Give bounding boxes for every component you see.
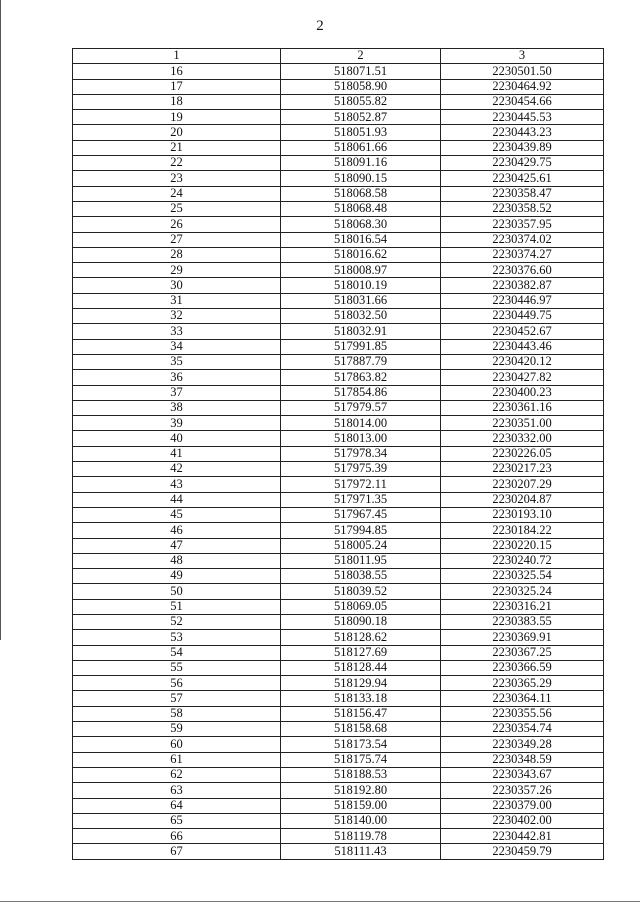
y-coordinate-cell: 2230332.00 [441,431,604,446]
point-number-cell: 62 [73,767,281,782]
point-number-cell: 67 [73,844,281,859]
point-number-cell: 52 [73,614,281,629]
point-number-cell: 16 [73,64,281,79]
table-row [73,217,604,232]
x-coordinate-cell: 518133.18 [281,691,441,706]
point-number-cell: 39 [73,416,281,431]
table-row [73,614,604,629]
x-coordinate-cell: 518175.74 [281,752,441,767]
y-coordinate-cell: 2230439.89 [441,140,604,155]
x-coordinate-cell: 518005.24 [281,538,441,553]
table-row [73,247,604,262]
column-header: 1 [73,49,281,64]
table-row [73,630,604,645]
point-number-cell: 42 [73,462,281,477]
y-coordinate-cell: 2230364.11 [441,691,604,706]
table-row [73,737,604,752]
table-row [73,584,604,599]
y-coordinate-cell: 2230449.75 [441,309,604,324]
column-header: 2 [281,49,441,64]
point-number-cell: 48 [73,553,281,568]
y-coordinate-cell: 2230354.74 [441,722,604,737]
x-coordinate-cell: 518090.15 [281,171,441,186]
table-row [73,645,604,660]
y-coordinate-cell: 2230204.87 [441,492,604,507]
point-number-cell: 29 [73,263,281,278]
point-number-cell: 60 [73,737,281,752]
table-row [73,293,604,308]
table-row [73,339,604,354]
point-number-cell: 25 [73,201,281,216]
table-row [73,569,604,584]
x-coordinate-cell: 517994.85 [281,523,441,538]
point-number-cell: 66 [73,829,281,844]
table-row [73,462,604,477]
point-number-cell: 30 [73,278,281,293]
table-row [73,844,604,859]
table-row [73,691,604,706]
x-coordinate-cell: 518013.00 [281,431,441,446]
x-coordinate-cell: 518128.44 [281,660,441,675]
x-coordinate-cell: 517854.86 [281,385,441,400]
x-coordinate-cell: 518129.94 [281,676,441,691]
table-row [73,125,604,140]
point-number-cell: 36 [73,370,281,385]
y-coordinate-cell: 2230220.15 [441,538,604,553]
x-coordinate-cell: 518068.30 [281,217,441,232]
page-number: 2 [316,18,324,34]
x-coordinate-cell: 518091.16 [281,156,441,171]
y-coordinate-cell: 2230443.46 [441,339,604,354]
x-coordinate-cell: 518038.55 [281,569,441,584]
point-number-cell: 51 [73,599,281,614]
x-coordinate-cell: 518052.87 [281,110,441,125]
point-number-cell: 17 [73,79,281,94]
point-number-cell: 34 [73,339,281,354]
point-number-cell: 56 [73,676,281,691]
table-row [73,263,604,278]
table-row [73,783,604,798]
table-row [73,813,604,828]
y-coordinate-cell: 2230427.82 [441,370,604,385]
point-number-cell: 46 [73,523,281,538]
point-number-cell: 49 [73,569,281,584]
table-row [73,431,604,446]
x-coordinate-cell: 518032.91 [281,324,441,339]
y-coordinate-cell: 2230454.66 [441,94,604,109]
y-coordinate-cell: 2230193.10 [441,507,604,522]
y-coordinate-cell: 2230348.59 [441,752,604,767]
y-coordinate-cell: 2230358.52 [441,201,604,216]
table-row [73,523,604,538]
table-row [73,767,604,782]
point-number-cell: 44 [73,492,281,507]
point-number-cell: 33 [73,324,281,339]
table-row [73,660,604,675]
table-row [73,492,604,507]
y-coordinate-cell: 2230402.00 [441,813,604,828]
y-coordinate-cell: 2230365.29 [441,676,604,691]
y-coordinate-cell: 2230217.23 [441,462,604,477]
y-coordinate-cell: 2230443.23 [441,125,604,140]
x-coordinate-cell: 517978.34 [281,446,441,461]
table-row [73,354,604,369]
x-coordinate-cell: 518051.93 [281,125,441,140]
table-row [73,324,604,339]
x-coordinate-cell: 517967.45 [281,507,441,522]
point-number-cell: 53 [73,630,281,645]
x-coordinate-cell: 518058.90 [281,79,441,94]
y-coordinate-cell: 2230366.59 [441,660,604,675]
point-number-cell: 32 [73,309,281,324]
y-coordinate-cell: 2230361.16 [441,400,604,415]
table-row [73,140,604,155]
y-coordinate-cell: 2230429.75 [441,156,604,171]
table-row [73,171,604,186]
table-row [73,186,604,201]
x-coordinate-cell: 518159.00 [281,798,441,813]
point-number-cell: 43 [73,477,281,492]
y-coordinate-cell: 2230240.72 [441,553,604,568]
x-coordinate-cell: 517887.79 [281,354,441,369]
x-coordinate-cell: 518192.80 [281,783,441,798]
table-row [73,477,604,492]
table-row [73,156,604,171]
point-number-cell: 57 [73,691,281,706]
x-coordinate-cell: 518061.66 [281,140,441,155]
y-coordinate-cell: 2230343.67 [441,767,604,782]
table-row [73,385,604,400]
point-number-cell: 24 [73,186,281,201]
y-coordinate-cell: 2230501.50 [441,64,604,79]
x-coordinate-cell: 518039.52 [281,584,441,599]
point-number-cell: 38 [73,400,281,415]
x-coordinate-cell: 518071.51 [281,64,441,79]
y-coordinate-cell: 2230442.81 [441,829,604,844]
point-number-cell: 26 [73,217,281,232]
x-coordinate-cell: 518068.58 [281,186,441,201]
point-number-cell: 35 [73,354,281,369]
x-coordinate-cell: 517979.57 [281,400,441,415]
x-coordinate-cell: 518173.54 [281,737,441,752]
bottom-edge-rule [0,901,640,902]
x-coordinate-cell: 517863.82 [281,370,441,385]
x-coordinate-cell: 517991.85 [281,339,441,354]
table-row [73,278,604,293]
y-coordinate-cell: 2230351.00 [441,416,604,431]
y-coordinate-cell: 2230382.87 [441,278,604,293]
point-number-cell: 20 [73,125,281,140]
point-number-cell: 28 [73,247,281,262]
x-coordinate-cell: 518090.18 [281,614,441,629]
y-coordinate-cell: 2230357.95 [441,217,604,232]
x-coordinate-cell: 518016.54 [281,232,441,247]
y-coordinate-cell: 2230459.79 [441,844,604,859]
point-number-cell: 31 [73,293,281,308]
table-row [73,798,604,813]
x-coordinate-cell: 518008.97 [281,263,441,278]
x-coordinate-cell: 518156.47 [281,706,441,721]
table-row [73,599,604,614]
y-coordinate-cell: 2230400.23 [441,385,604,400]
table-row [73,722,604,737]
y-coordinate-cell: 2230184.22 [441,523,604,538]
y-coordinate-cell: 2230383.55 [441,614,604,629]
x-coordinate-cell: 518031.66 [281,293,441,308]
point-number-cell: 41 [73,446,281,461]
y-coordinate-cell: 2230379.00 [441,798,604,813]
point-number-cell: 58 [73,706,281,721]
table-row [73,446,604,461]
table-row [73,201,604,216]
table-row [73,553,604,568]
table-row [73,752,604,767]
x-coordinate-cell: 518016.62 [281,247,441,262]
x-coordinate-cell: 518119.78 [281,829,441,844]
table-row [73,79,604,94]
point-number-cell: 61 [73,752,281,767]
point-number-cell: 65 [73,813,281,828]
y-coordinate-cell: 2230452.67 [441,324,604,339]
table-row [73,309,604,324]
point-number-cell: 50 [73,584,281,599]
x-coordinate-cell: 518188.53 [281,767,441,782]
y-coordinate-cell: 2230464.92 [441,79,604,94]
y-coordinate-cell: 2230358.47 [441,186,604,201]
point-number-cell: 37 [73,385,281,400]
x-coordinate-cell: 518128.62 [281,630,441,645]
point-number-cell: 23 [73,171,281,186]
y-coordinate-cell: 2230420.12 [441,354,604,369]
point-number-cell: 18 [73,94,281,109]
y-coordinate-cell: 2230207.29 [441,477,604,492]
table-row [73,370,604,385]
x-coordinate-cell: 518014.00 [281,416,441,431]
point-number-cell: 19 [73,110,281,125]
y-coordinate-cell: 2230367.25 [441,645,604,660]
point-number-cell: 59 [73,722,281,737]
x-coordinate-cell: 518055.82 [281,94,441,109]
x-coordinate-cell: 517971.35 [281,492,441,507]
x-coordinate-cell: 518011.95 [281,553,441,568]
table-row [73,416,604,431]
point-number-cell: 63 [73,783,281,798]
table-body [73,64,604,859]
y-coordinate-cell: 2230316.21 [441,599,604,614]
table-row [73,706,604,721]
coordinates-table [72,48,604,860]
table-row [73,64,604,79]
y-coordinate-cell: 2230445.53 [441,110,604,125]
table-row [73,232,604,247]
point-number-cell: 40 [73,431,281,446]
y-coordinate-cell: 2230376.60 [441,263,604,278]
y-coordinate-cell: 2230374.02 [441,232,604,247]
x-coordinate-cell: 517975.39 [281,462,441,477]
point-number-cell: 47 [73,538,281,553]
table-row [73,94,604,109]
y-coordinate-cell: 2230226.05 [441,446,604,461]
x-coordinate-cell: 518111.43 [281,844,441,859]
point-number-cell: 64 [73,798,281,813]
table-row [73,400,604,415]
y-coordinate-cell: 2230374.27 [441,247,604,262]
x-coordinate-cell: 517972.11 [281,477,441,492]
table-row [73,538,604,553]
x-coordinate-cell: 518069.05 [281,599,441,614]
x-coordinate-cell: 518127.69 [281,645,441,660]
x-coordinate-cell: 518158.68 [281,722,441,737]
y-coordinate-cell: 2230446.97 [441,293,604,308]
point-number-cell: 45 [73,507,281,522]
point-number-cell: 55 [73,660,281,675]
y-coordinate-cell: 2230369.91 [441,630,604,645]
point-number-cell: 22 [73,156,281,171]
table-header-row [73,49,604,64]
y-coordinate-cell: 2230325.24 [441,584,604,599]
table-row [73,676,604,691]
x-coordinate-cell: 518010.19 [281,278,441,293]
x-coordinate-cell: 518032.50 [281,309,441,324]
y-coordinate-cell: 2230355.56 [441,706,604,721]
table-row [73,829,604,844]
x-coordinate-cell: 518140.00 [281,813,441,828]
left-edge-rule [0,0,1,640]
y-coordinate-cell: 2230357.26 [441,783,604,798]
table-row [73,110,604,125]
point-number-cell: 27 [73,232,281,247]
point-number-cell: 21 [73,140,281,155]
column-header: 3 [441,49,604,64]
x-coordinate-cell: 518068.48 [281,201,441,216]
y-coordinate-cell: 2230349.28 [441,737,604,752]
y-coordinate-cell: 2230425.61 [441,171,604,186]
y-coordinate-cell: 2230325.54 [441,569,604,584]
table-row [73,507,604,522]
point-number-cell: 54 [73,645,281,660]
